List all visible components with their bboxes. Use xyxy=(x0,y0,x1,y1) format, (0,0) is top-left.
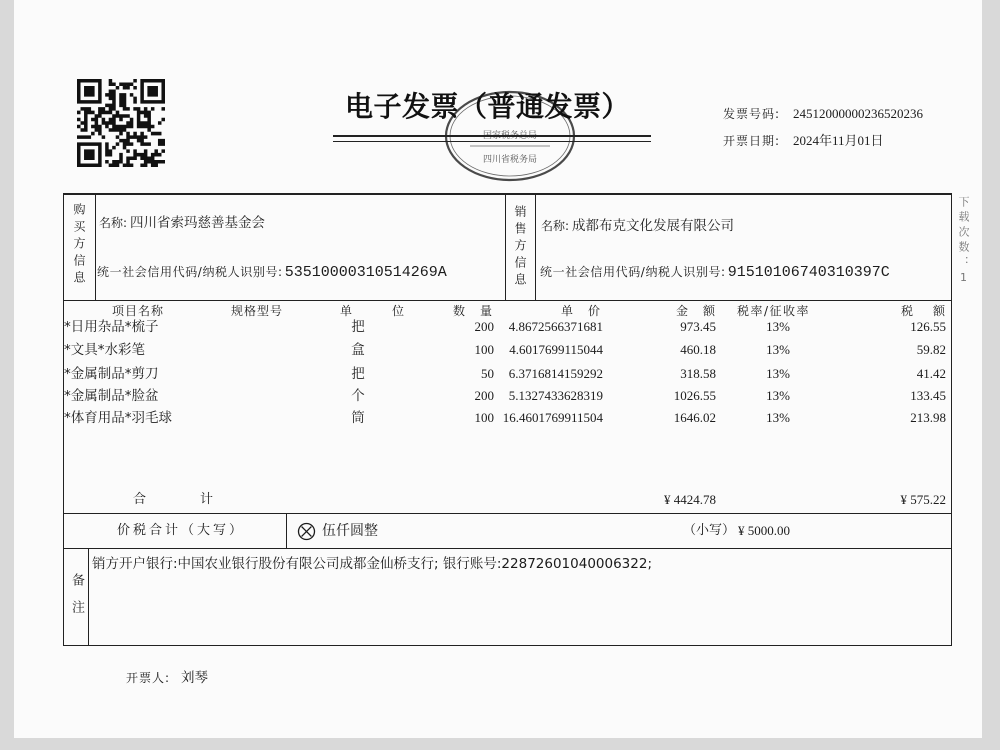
qr-code xyxy=(77,79,165,167)
totals-amount: ¥ 4424.78 xyxy=(664,492,716,507)
item-qty: 200 xyxy=(474,319,494,334)
table-row xyxy=(0,318,1000,336)
totals-row xyxy=(0,491,1000,509)
rule-seller-label xyxy=(535,193,536,300)
item-qty: 200 xyxy=(474,388,494,403)
table-row xyxy=(0,341,1000,359)
item-tax-rate: 13% xyxy=(766,319,790,334)
item-name: *金属制品*脸盆 xyxy=(64,388,159,404)
item-tax: 59.82 xyxy=(916,342,946,357)
item-unit: 个 xyxy=(351,388,365,404)
seller-section-label: 销售方信息 xyxy=(513,205,527,290)
table-row xyxy=(0,409,1000,427)
seal-text-bottom: 四川省税务局 xyxy=(482,155,538,165)
item-qty: 100 xyxy=(474,410,494,425)
buyer-tax-id-label: 统一社会信用代码/纳税人识别号: xyxy=(97,265,283,279)
seal-text-top: 国家税务总局 xyxy=(482,131,538,141)
rule-buyer-label xyxy=(95,193,96,300)
item-qty: 100 xyxy=(474,342,494,357)
seller-tax-id: 91510106740310397C xyxy=(727,264,890,281)
item-tax: 41.42 xyxy=(916,366,946,381)
buyer-section-label: 购买方信息 xyxy=(72,203,86,288)
grand-total-uppercase: 伍仟圆整 xyxy=(322,523,378,539)
buyer-tax-id-line xyxy=(97,262,447,282)
item-tax-rate: 13% xyxy=(766,366,790,381)
item-price: 5.1327433628319 xyxy=(508,388,603,403)
rule-items-bottom xyxy=(63,513,952,514)
header-unit: 单位 xyxy=(340,304,445,318)
remarks-text: 销方开户银行:中国农业银行股份有限公司成都金仙桥支行; 银行账号:22872601040006322; xyxy=(92,556,652,572)
item-name: *日用杂品*梳子 xyxy=(64,319,159,335)
title-underline-thin xyxy=(333,141,651,142)
seller-tax-id-line xyxy=(540,262,890,282)
issuer-label: 开票人: xyxy=(126,671,171,685)
totals-label: 合计 xyxy=(133,492,268,507)
invoice-number-label: 发票号码: xyxy=(723,107,781,121)
item-price: 16.4601769911504 xyxy=(502,410,603,425)
item-tax: 213.98 xyxy=(910,410,946,425)
issue-date-label: 开票日期: xyxy=(723,134,781,148)
item-tax-rate: 13% xyxy=(766,342,790,357)
seller-name-line xyxy=(541,216,734,235)
item-unit: 把 xyxy=(351,319,365,335)
buyer-name-label: 名称: xyxy=(99,216,128,230)
grand-total-label: 价税合计（大写） xyxy=(117,523,246,538)
totals-tax: ¥ 575.22 xyxy=(900,492,946,507)
circled-x-icon xyxy=(297,522,316,541)
table-row xyxy=(0,387,1000,405)
item-amount: 1646.02 xyxy=(673,410,716,425)
item-amount: 1026.55 xyxy=(673,388,716,403)
header-spec: 规格型号 xyxy=(231,304,284,318)
item-name: *金属制品*剪刀 xyxy=(64,366,159,382)
grand-total-lowercase-label: （小写） xyxy=(683,523,736,538)
item-qty: 50 xyxy=(481,366,494,381)
invoice-number: 24512000000236520236 xyxy=(793,106,923,121)
header-tax-rate: 税率/征收率 xyxy=(737,304,811,318)
header-qty: 数量 xyxy=(453,304,508,318)
buyer-tax-id: 53510000310514269A xyxy=(284,264,447,281)
item-name: *文具*水彩笔 xyxy=(64,342,145,358)
seller-tax-id-label: 统一社会信用代码/纳税人识别号: xyxy=(540,265,726,279)
issue-date: 2024年11月01日 xyxy=(793,133,884,148)
item-unit: 把 xyxy=(351,366,365,382)
rule-parties-bottom xyxy=(63,300,952,301)
header-amount: 金额 xyxy=(676,304,731,318)
invoice-title: 电子发票（普通发票） xyxy=(345,90,631,123)
item-tax-rate: 13% xyxy=(766,388,790,403)
buyer-name: 四川省索玛慈善基金会 xyxy=(130,215,266,231)
issuer-name: 刘琴 xyxy=(181,670,208,686)
item-name: *体育用品*羽毛球 xyxy=(64,410,172,426)
item-amount: 973.45 xyxy=(680,319,716,334)
buyer-name-line xyxy=(99,213,265,232)
header-item-name: 项目名称 xyxy=(112,304,165,318)
item-price: 4.6017699115044 xyxy=(509,342,603,357)
remarks-label: 备注 xyxy=(69,573,84,627)
item-tax-rate: 13% xyxy=(766,410,790,425)
item-unit: 筒 xyxy=(351,410,365,426)
header-price: 单价 xyxy=(561,304,616,318)
rule-remarks-label xyxy=(88,548,89,646)
item-unit: 盒 xyxy=(351,342,365,358)
item-price: 6.3716814159292 xyxy=(508,366,603,381)
table-row xyxy=(0,365,1000,383)
grand-total-lowercase: ¥ 5000.00 xyxy=(738,523,790,538)
item-amount: 318.58 xyxy=(680,366,716,381)
header-tax: 税额 xyxy=(901,304,966,318)
seller-name: 成都布克文化发展有限公司 xyxy=(572,218,735,234)
download-count: 下载次数：1 xyxy=(957,196,970,288)
rule-grand-total-label xyxy=(286,513,287,548)
item-tax: 126.55 xyxy=(910,319,946,334)
title-underline-thick xyxy=(333,135,651,137)
rule-seller-start xyxy=(505,193,506,300)
seller-name-label: 名称: xyxy=(541,219,570,233)
item-tax: 133.45 xyxy=(910,388,946,403)
item-amount: 460.18 xyxy=(680,342,716,357)
item-price: 4.8672566371681 xyxy=(508,319,603,334)
rule-grand-total-bottom xyxy=(63,548,952,549)
